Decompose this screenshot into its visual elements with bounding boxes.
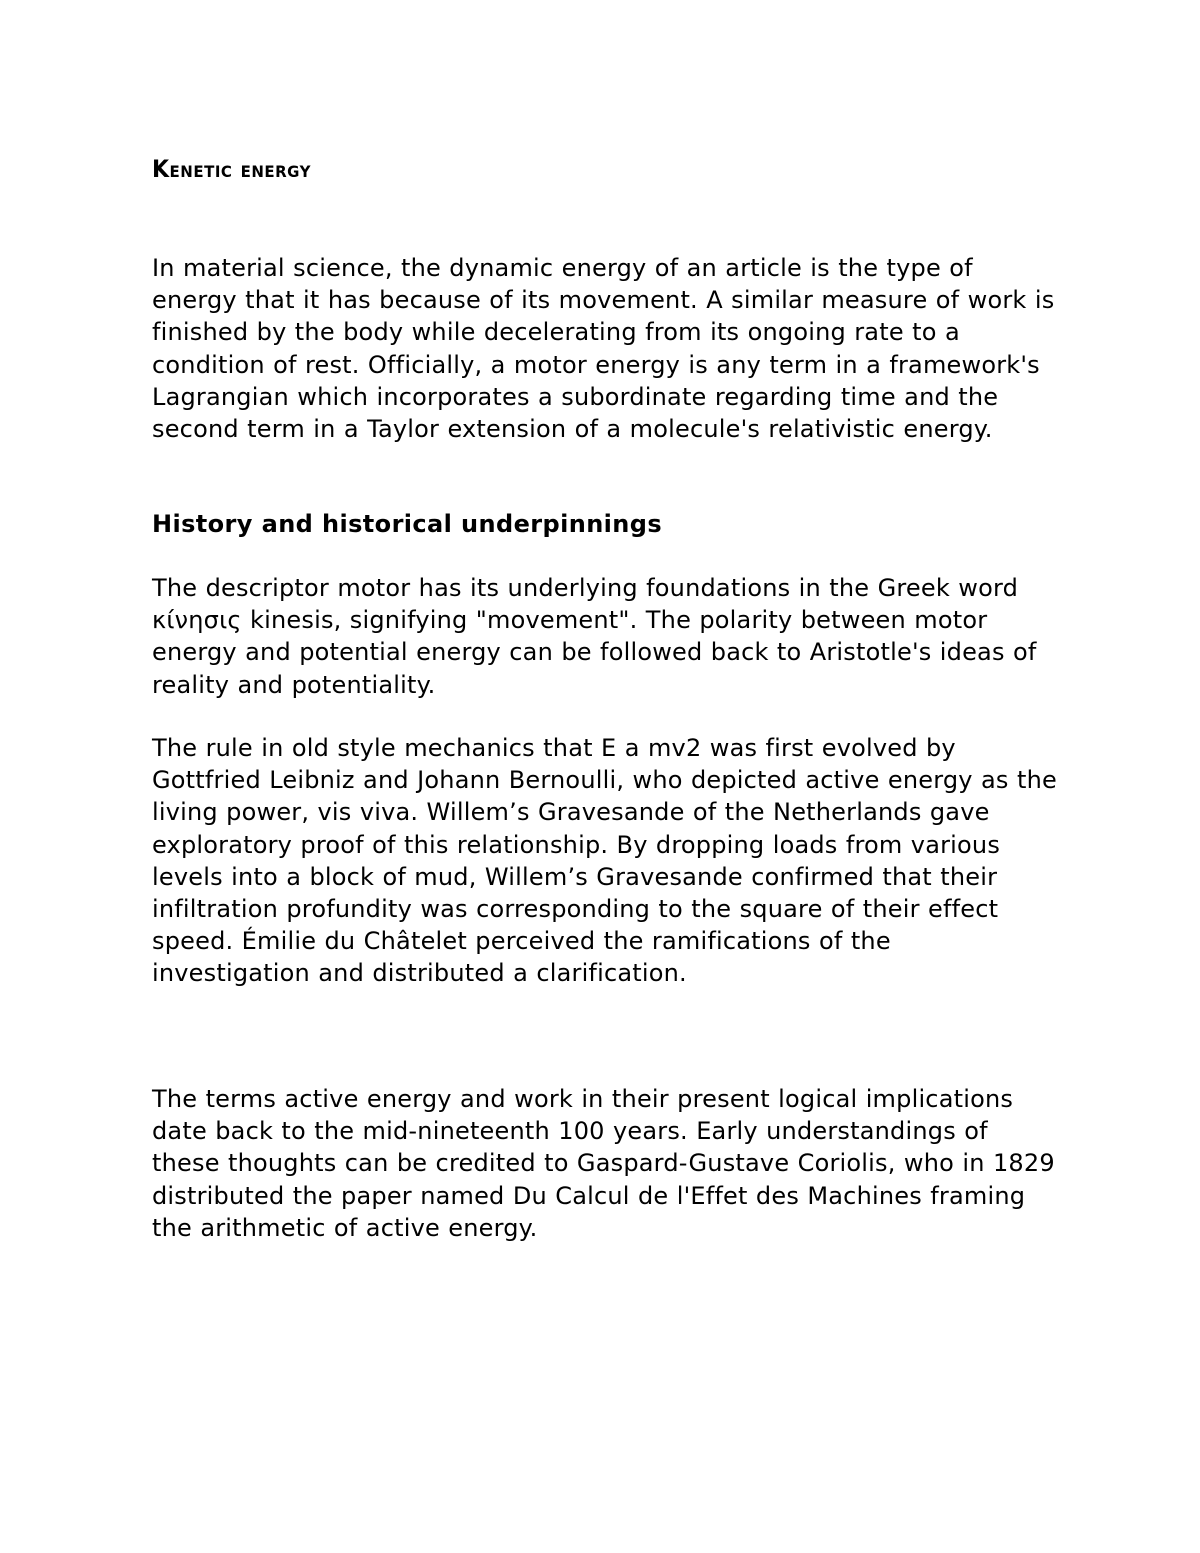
paragraph-coriolis: The terms active energy and work in their present logical implications date back to the mid-nineteenth 100 years. Early understandings of these thoughts can be credited to Gaspard-Gustave Coriolis, who in 1829 distributed the paper named Du Calcul de l'Effet des Machines framing the arithmetic of active energy. (152, 1085, 1055, 1242)
document-title: Kenetic energy (152, 156, 312, 184)
paragraph-vis-viva: The rule in old style mechanics that E a mv2 was first evolved by Gottfried Leibniz and Johann Bernoulli, who depicted active energy as the living power, vis viva. Willem’s Gravesande of the Netherlands gave exploratory proof of this relationship. By dropping loads from various levels into a block of mud, Willem’s Gravesande confirmed that their infiltration profundity was corresponding to the square of their effect speed. Émilie du Châtelet perceived the ramifications of the investigation and distributed a clarification. (152, 734, 1057, 988)
section-heading-history: History and historical underpinnings (152, 510, 663, 538)
paragraph-intro: In material science, the dynamic energy of an article is the type of energy that it has because of its movement. A similar measure of work is finished by the body while decelerating from its ongoing rate to a condition of rest. Officially, a motor energy is any term in a framework's Lagrangian which incorporates a subordinate regarding time and the second term in a Taylor extension of a molecule's relativistic energy. (152, 254, 1055, 444)
paragraph-etymology: The descriptor motor has its underlying foundations in the Greek word κίνησις kinesis, signifying "movement". The polarity between motor energy and potential energy can be followed back to Aristotle's ideas of reality and potentiality. (152, 574, 1037, 699)
